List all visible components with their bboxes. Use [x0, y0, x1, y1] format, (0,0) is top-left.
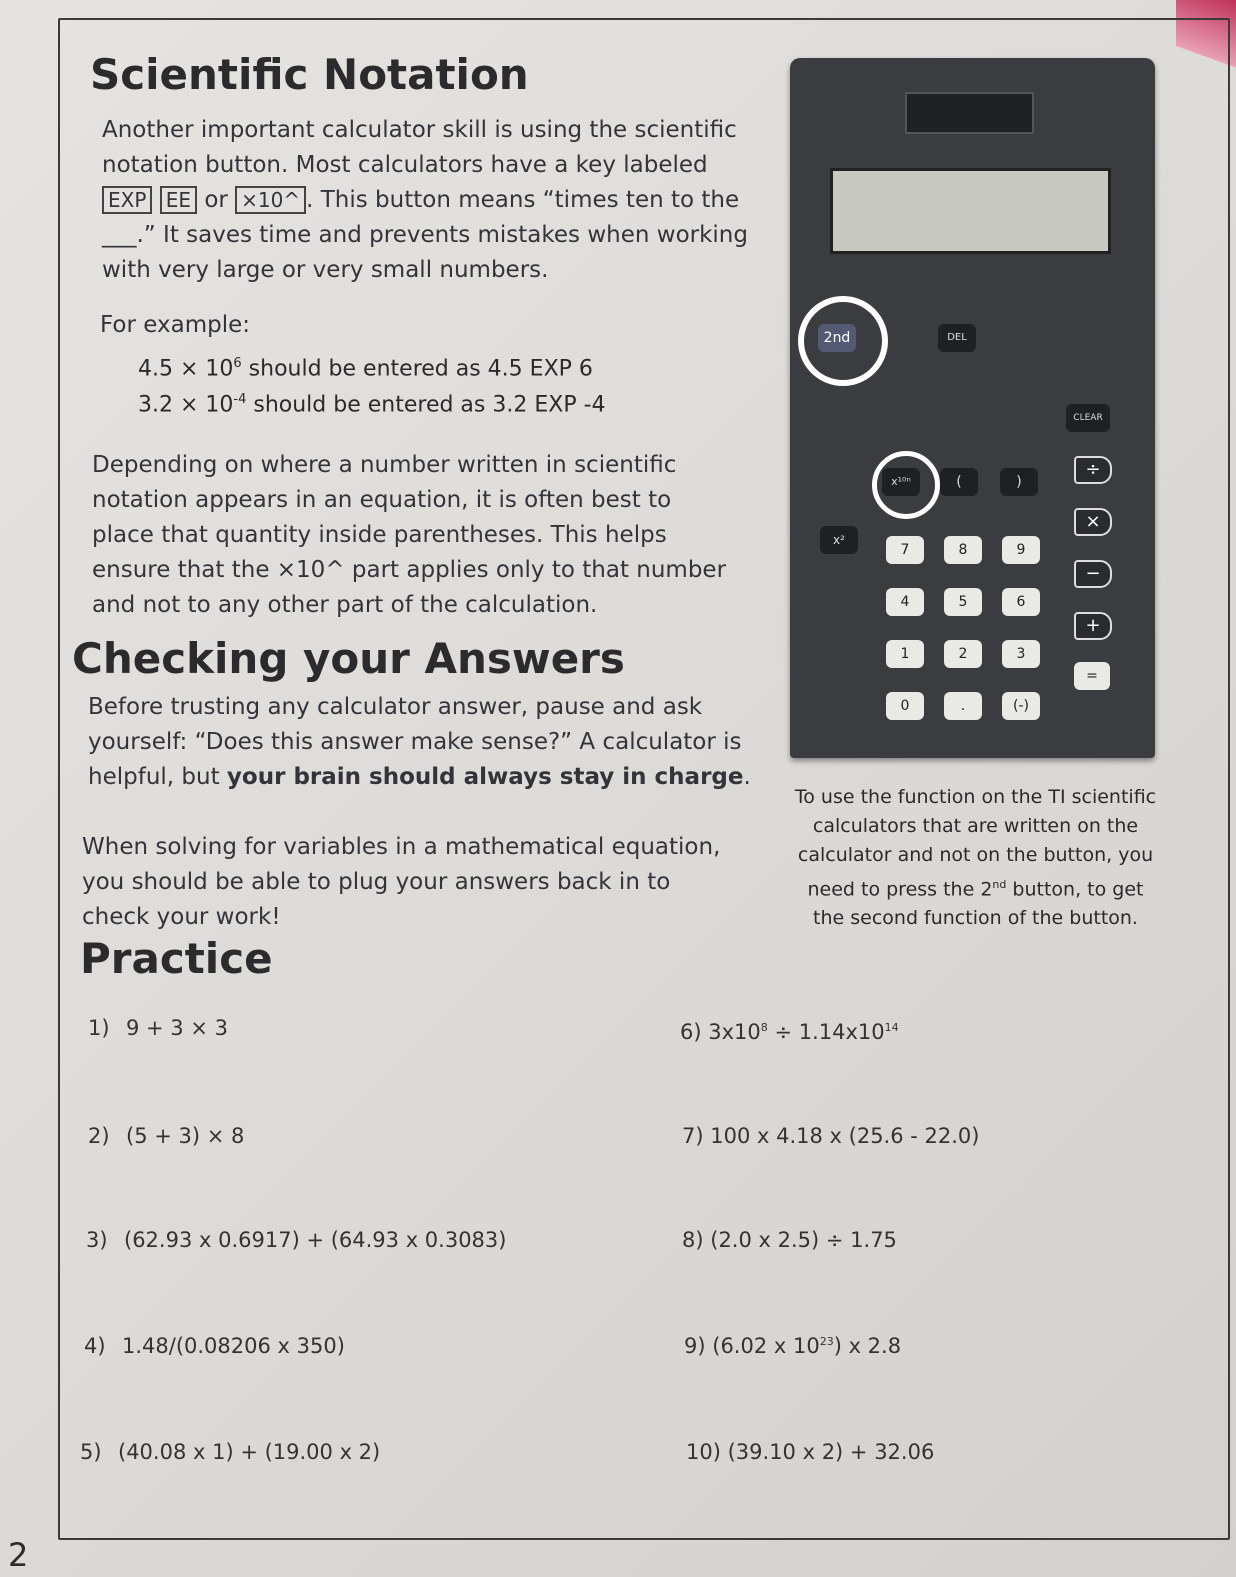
practice-problem-9 — [684, 1334, 901, 1358]
problem-expression: (39.10 x 2) + 32.06 — [727, 1440, 935, 1464]
page-number: 2 — [8, 1536, 29, 1574]
solar-panel — [905, 92, 1034, 134]
key-label-exp: EXP — [102, 186, 152, 214]
checking-line-5: you should be able to plug your answers back in to — [82, 869, 671, 895]
intro-line-5: with very large or very small numbers. — [102, 257, 549, 283]
key-2: 2 — [944, 640, 982, 668]
intro-line-2: notation button. Most calculators have a key labeled — [102, 152, 708, 178]
problem-number: 9) — [684, 1334, 706, 1358]
key-clear: CLEAR — [1066, 404, 1110, 432]
example-1-rest: should be entered as 4.5 EXP 6 — [241, 356, 593, 382]
practice-problem-6 — [680, 1020, 899, 1044]
key-7: 7 — [886, 536, 924, 564]
checking-paragraph — [88, 690, 768, 795]
problem-expression-part-2: ÷ 1.14x10 — [767, 1020, 885, 1044]
checking-line-3-emphasis: your brain should always stay in charge — [226, 764, 744, 790]
parentheses-line-3: place that quantity inside parentheses. This helps — [92, 522, 667, 548]
problem-expression-part-2: ) x 2.8 — [833, 1334, 902, 1358]
example-1-base: 4.5 × 10 — [138, 356, 234, 382]
problem-number: 5) — [80, 1440, 102, 1464]
key-2nd: 2nd — [818, 324, 856, 352]
intro-line-1: Another important calculator skill is using the scientific — [102, 117, 737, 143]
key-x10n: x¹⁰ⁿ — [882, 468, 920, 496]
practice-problem-4 — [84, 1334, 345, 1358]
problem-expression: 100 x 4.18 x (25.6 - 22.0) — [710, 1124, 980, 1148]
checking-line-3-end: . — [743, 764, 751, 790]
example-1-exponent: 6 — [233, 356, 242, 371]
heading-scientific-notation: Scientific Notation — [90, 50, 529, 99]
caption-line-4 — [778, 870, 1173, 904]
problem-number: 6) — [680, 1020, 702, 1044]
problem-expression-part-1: (6.02 x 10 — [712, 1334, 820, 1358]
variables-paragraph — [82, 830, 762, 935]
intro-paragraph — [102, 113, 762, 288]
intro-line-3-rest: . This button means “times ten to the — [306, 187, 740, 213]
caption-line-4-end: button, to get — [1006, 878, 1144, 901]
practice-problem-3 — [86, 1228, 506, 1252]
heading-practice: Practice — [80, 934, 273, 983]
problem-number: 2) — [88, 1124, 110, 1148]
parentheses-line-2: notation appears in an equation, it is often best to — [92, 487, 672, 513]
key-label-x10: ×10^ — [235, 186, 306, 214]
problem-expression-part-1: 3x10 — [708, 1020, 761, 1044]
key-label-ee: EE — [160, 186, 197, 214]
example-2-exponent: -4 — [233, 392, 247, 407]
practice-problem-7 — [682, 1124, 979, 1148]
caption-line-1: To use the function on the TI scientific — [794, 786, 1157, 808]
practice-problem-5 — [80, 1440, 380, 1464]
problem-number: 7) — [682, 1124, 704, 1148]
problem-expression: 1.48/(0.08206 x 350) — [122, 1334, 345, 1358]
checking-line-2: yourself: “Does this answer make sense?” A calculator is — [88, 729, 742, 755]
problem-expression: (5 + 3) × 8 — [126, 1124, 245, 1148]
problem-exponent-2: 14 — [884, 1021, 899, 1034]
calculator-illustration — [790, 58, 1155, 758]
parentheses-line-5: and not to any other part of the calculation. — [92, 592, 598, 618]
problem-number: 8) — [682, 1228, 704, 1252]
problem-expression: (2.0 x 2.5) ÷ 1.75 — [710, 1228, 897, 1252]
problem-number: 4) — [84, 1334, 106, 1358]
practice-problem-2 — [88, 1124, 244, 1148]
key-8: 8 — [944, 536, 982, 564]
parentheses-line-4: ensure that the ×10^ part applies only to that number — [92, 557, 727, 583]
example-2-rest: should be entered as 3.2 EXP -4 — [246, 392, 606, 418]
key-6: 6 — [1002, 588, 1040, 616]
key-rparen: ) — [1000, 468, 1038, 496]
problem-exponent: 23 — [819, 1335, 834, 1348]
parentheses-line-1: Depending on where a number written in scientific — [92, 452, 677, 478]
heading-checking-answers: Checking your Answers — [72, 634, 625, 683]
caption-line-4-start: need to press the 2 — [807, 878, 993, 901]
example-label: For example: — [100, 312, 250, 338]
key-4: 4 — [886, 588, 924, 616]
practice-problem-1 — [88, 1016, 228, 1040]
key-0: 0 — [886, 692, 924, 720]
parentheses-paragraph — [92, 448, 752, 623]
key-multiply: × — [1074, 508, 1112, 536]
key-enter: = — [1074, 662, 1110, 690]
example-2 — [138, 392, 606, 417]
practice-problem-10 — [686, 1440, 934, 1464]
example-2-base: 3.2 × 10 — [138, 392, 234, 418]
example-1 — [138, 356, 593, 381]
key-add: + — [1074, 612, 1112, 640]
checking-line-1: Before trusting any calculator answer, pause and ask — [88, 694, 703, 720]
key-x2: x² — [820, 526, 858, 554]
key-5: 5 — [944, 588, 982, 616]
checking-line-6: check your work! — [82, 904, 281, 930]
key-3: 3 — [1002, 640, 1040, 668]
key-lparen: ( — [940, 468, 978, 496]
problem-number: 3) — [86, 1228, 108, 1252]
calculator-caption — [778, 783, 1173, 933]
checking-line-4: When solving for variables in a mathematical equation, — [82, 834, 721, 860]
checking-line-3-start: helpful, but — [88, 764, 227, 790]
key-1: 1 — [886, 640, 924, 668]
key-del: DEL — [938, 324, 976, 352]
calculator-screen — [830, 168, 1111, 254]
key-negative: (-) — [1002, 692, 1040, 720]
caption-line-4-sup: nd — [992, 878, 1007, 891]
key-decimal: . — [944, 692, 982, 720]
problem-expression: 9 + 3 × 3 — [126, 1016, 228, 1040]
key-divide: ÷ — [1074, 456, 1112, 484]
problem-number: 1) — [88, 1016, 110, 1040]
key-subtract: − — [1074, 560, 1112, 588]
caption-line-3: calculator and not on the button, you — [797, 844, 1154, 866]
practice-problem-8 — [682, 1228, 897, 1252]
intro-line-3 — [102, 183, 762, 218]
problem-number: 10) — [686, 1440, 721, 1464]
caption-line-5: the second function of the button. — [813, 907, 1138, 930]
problem-exponent-1: 8 — [760, 1021, 768, 1034]
problem-expression: (62.93 x 0.6917) + (64.93 x 0.3083) — [124, 1228, 507, 1252]
key-9: 9 — [1002, 536, 1040, 564]
checking-line-3 — [88, 760, 768, 795]
key-label-or: or — [204, 187, 228, 213]
problem-expression: (40.08 x 1) + (19.00 x 2) — [118, 1440, 381, 1464]
caption-line-2: calculators that are written on the — [812, 815, 1139, 837]
intro-line-4: ___.” It saves time and prevents mistakes when working — [102, 222, 748, 248]
